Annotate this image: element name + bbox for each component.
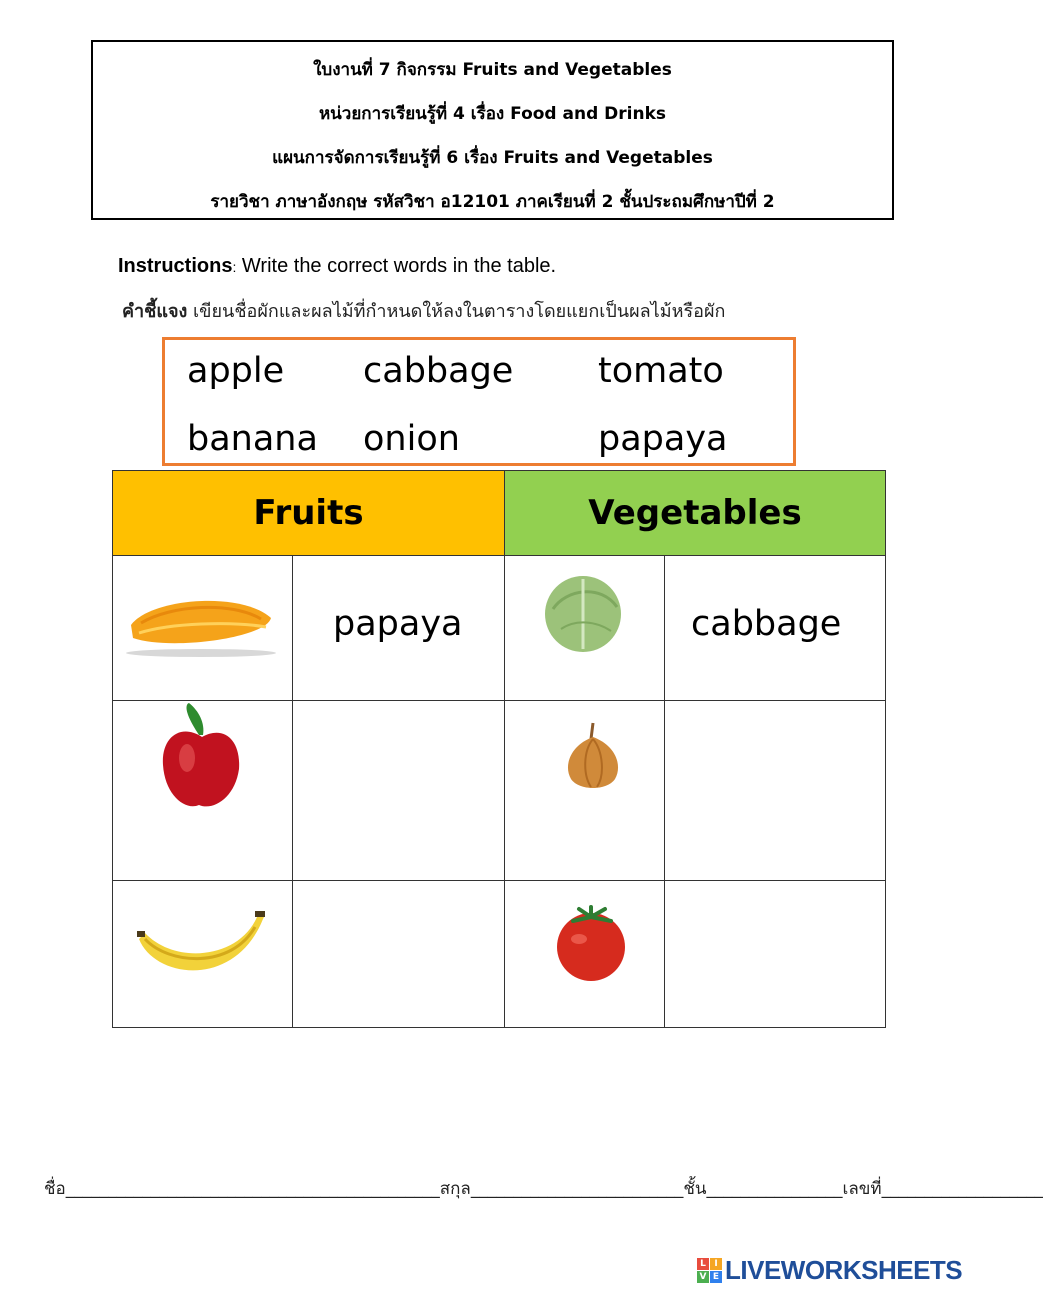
sorting-table	[112, 470, 886, 1028]
word-bank-item: onion	[363, 419, 460, 459]
instructions-th	[122, 296, 725, 325]
instructions-label: Instructions	[118, 255, 233, 277]
name-label: ชื่อ	[44, 1179, 66, 1199]
word-bank-item: banana	[187, 419, 318, 459]
worksheet-header	[91, 40, 894, 220]
row-divider	[113, 880, 885, 881]
cabbage-icon	[541, 569, 625, 659]
instructions-th-text: เขียนชื่อผักและผลไม้ที่กำหนดให้ลงในตารางโดยแยกเป็นผลไม้หรือผัก	[187, 301, 726, 322]
onion-icon	[561, 721, 625, 793]
instructions-en	[118, 255, 556, 278]
fruits-header: Fruits	[113, 471, 505, 556]
word-bank-item: cabbage	[363, 351, 514, 391]
student-info-line	[44, 1175, 1043, 1202]
header-line-3: แผนการจัดการเรียนรู้ที่ 6 เรื่อง Fruits and Vegetables	[272, 148, 713, 168]
header-line-4: รายวิชา ภาษาอังกฤษ รหัสวิชา อ12101 ภาคเรียนที่ 2 ชั้นประถมศึกษาปีที่ 2	[210, 192, 775, 212]
papaya-icon	[121, 583, 281, 663]
name-field[interactable]: ____________________________________________	[65, 1179, 440, 1199]
logo-badge-letter: V	[697, 1271, 709, 1283]
tomato-icon	[549, 903, 635, 983]
class-field[interactable]: ________________	[706, 1179, 843, 1199]
instructions-separator: :	[232, 259, 237, 275]
word-bank-item: papaya	[598, 419, 728, 459]
header-line-1: ใบงานที่ 7 กิจกรรม Fruits and Vegetables	[313, 60, 672, 80]
logo-badge-letter: I	[710, 1258, 722, 1270]
class-label: ชั้น	[683, 1179, 707, 1199]
logo-badge	[697, 1258, 722, 1283]
vegetables-header: Vegetables	[505, 471, 885, 556]
word-bank-item: tomato	[598, 351, 724, 391]
logo-badge-letter: L	[697, 1258, 709, 1270]
apple-icon	[159, 703, 245, 813]
liveworksheets-logo	[697, 1255, 962, 1285]
column-divider	[504, 556, 505, 1027]
banana-icon	[135, 909, 271, 991]
surname-label: สกุล	[439, 1179, 471, 1199]
surname-field[interactable]: _________________________	[470, 1179, 684, 1199]
number-field[interactable]: ___________________	[881, 1179, 1043, 1199]
instructions-th-label: คำชี้แจง	[122, 301, 188, 322]
vegetable-answer-input[interactable]: cabbage	[691, 604, 842, 644]
word-bank	[162, 337, 796, 466]
logo-badge-letter: E	[710, 1271, 722, 1283]
number-label: เลขที่	[842, 1179, 882, 1199]
instructions-text: Write the correct words in the table.	[236, 255, 557, 277]
fruit-answer-input[interactable]: papaya	[333, 604, 463, 644]
header-line-2: หน่วยการเรียนรู้ที่ 4 เรื่อง Food and Drinks	[318, 104, 667, 124]
row-divider	[113, 700, 885, 701]
word-bank-item: apple	[187, 351, 285, 391]
column-divider	[664, 556, 665, 1027]
logo-text: LIVEWORKSHEETS	[725, 1254, 963, 1285]
column-divider	[292, 556, 293, 1027]
